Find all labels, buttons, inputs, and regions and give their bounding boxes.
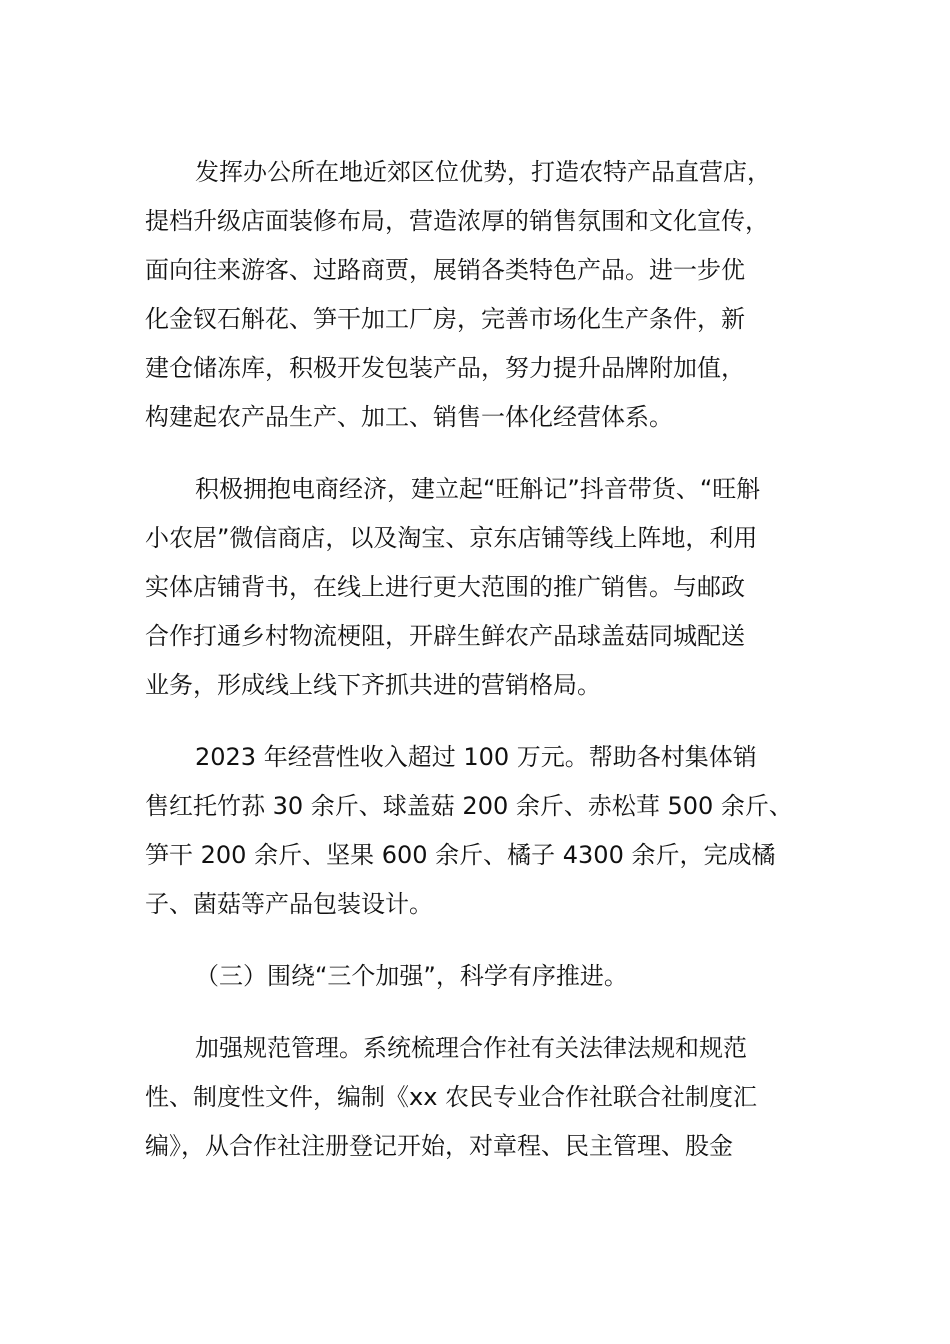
paragraph-line: 积极拥抱电商经济，建立起“旺斛记”抖音带货、“旺斛	[195, 475, 761, 503]
paragraph-line: 笋干 200 余斤、坚果 600 余斤、橘子 4300 余斤，完成橘	[145, 841, 776, 869]
heading-line: （三）围绕“三个加强”，科学有序推进。	[195, 962, 628, 990]
paragraph-line: 2023 年经营性收入超过 100 万元。帮助各村集体销	[195, 743, 757, 771]
paragraph-line: 发挥办公所在地近郊区位优势，打造农特产品直营店，	[195, 158, 771, 186]
paragraph-ecommerce	[145, 465, 809, 710]
paragraph-gap	[145, 1001, 809, 1024]
paragraph-line: 性、制度性文件，编制《xx 农民专业合作社联合社制度汇	[145, 1083, 758, 1111]
paragraph-direct-store	[145, 148, 809, 442]
paragraph-line: 提档升级店面装修布局，营造浓厚的销售氛围和文化宣传，	[145, 207, 769, 235]
paragraph-management	[145, 1024, 809, 1171]
paragraph-line: 售红托竹荪 30 余斤、球盖菇 200 余斤、赤松茸 500 余斤、	[145, 792, 793, 820]
paragraph-line: 业务，形成线上线下齐抓共进的营销格局。	[145, 671, 601, 699]
paragraph-line: 构建起农产品生产、加工、销售一体化经营体系。	[145, 403, 673, 431]
section-heading	[145, 952, 809, 1001]
paragraph-line: 建仓储冻库，积极开发包装产品，努力提升品牌附加值，	[145, 354, 745, 382]
paragraph-line: 实体店铺背书，在线上进行更大范围的推广销售。与邮政	[145, 573, 745, 601]
paragraph-line: 编》，从合作社注册登记开始，对章程、民主管理、股金	[145, 1132, 733, 1160]
paragraph-gap	[145, 929, 809, 952]
paragraph-line: 合作打通乡村物流梗阻，开辟生鲜农产品球盖菇同城配送	[145, 622, 745, 650]
paragraph-line: 加强规范管理。系统梳理合作社有关法律法规和规范	[195, 1034, 747, 1062]
paragraph-line: 子、菌菇等产品包装设计。	[145, 890, 433, 918]
paragraph-line: 化金钗石斛花、笋干加工厂房，完善市场化生产条件，新	[145, 305, 745, 333]
paragraph-gap	[145, 442, 809, 465]
document-body	[145, 148, 809, 1171]
paragraph-line: 小农居”微信商店，以及淘宝、京东店铺等线上阵地，利用	[145, 524, 758, 552]
paragraph-line: 面向往来游客、过路商贾，展销各类特色产品。进一步优	[145, 256, 745, 284]
paragraph-revenue	[145, 733, 809, 929]
paragraph-gap	[145, 710, 809, 733]
